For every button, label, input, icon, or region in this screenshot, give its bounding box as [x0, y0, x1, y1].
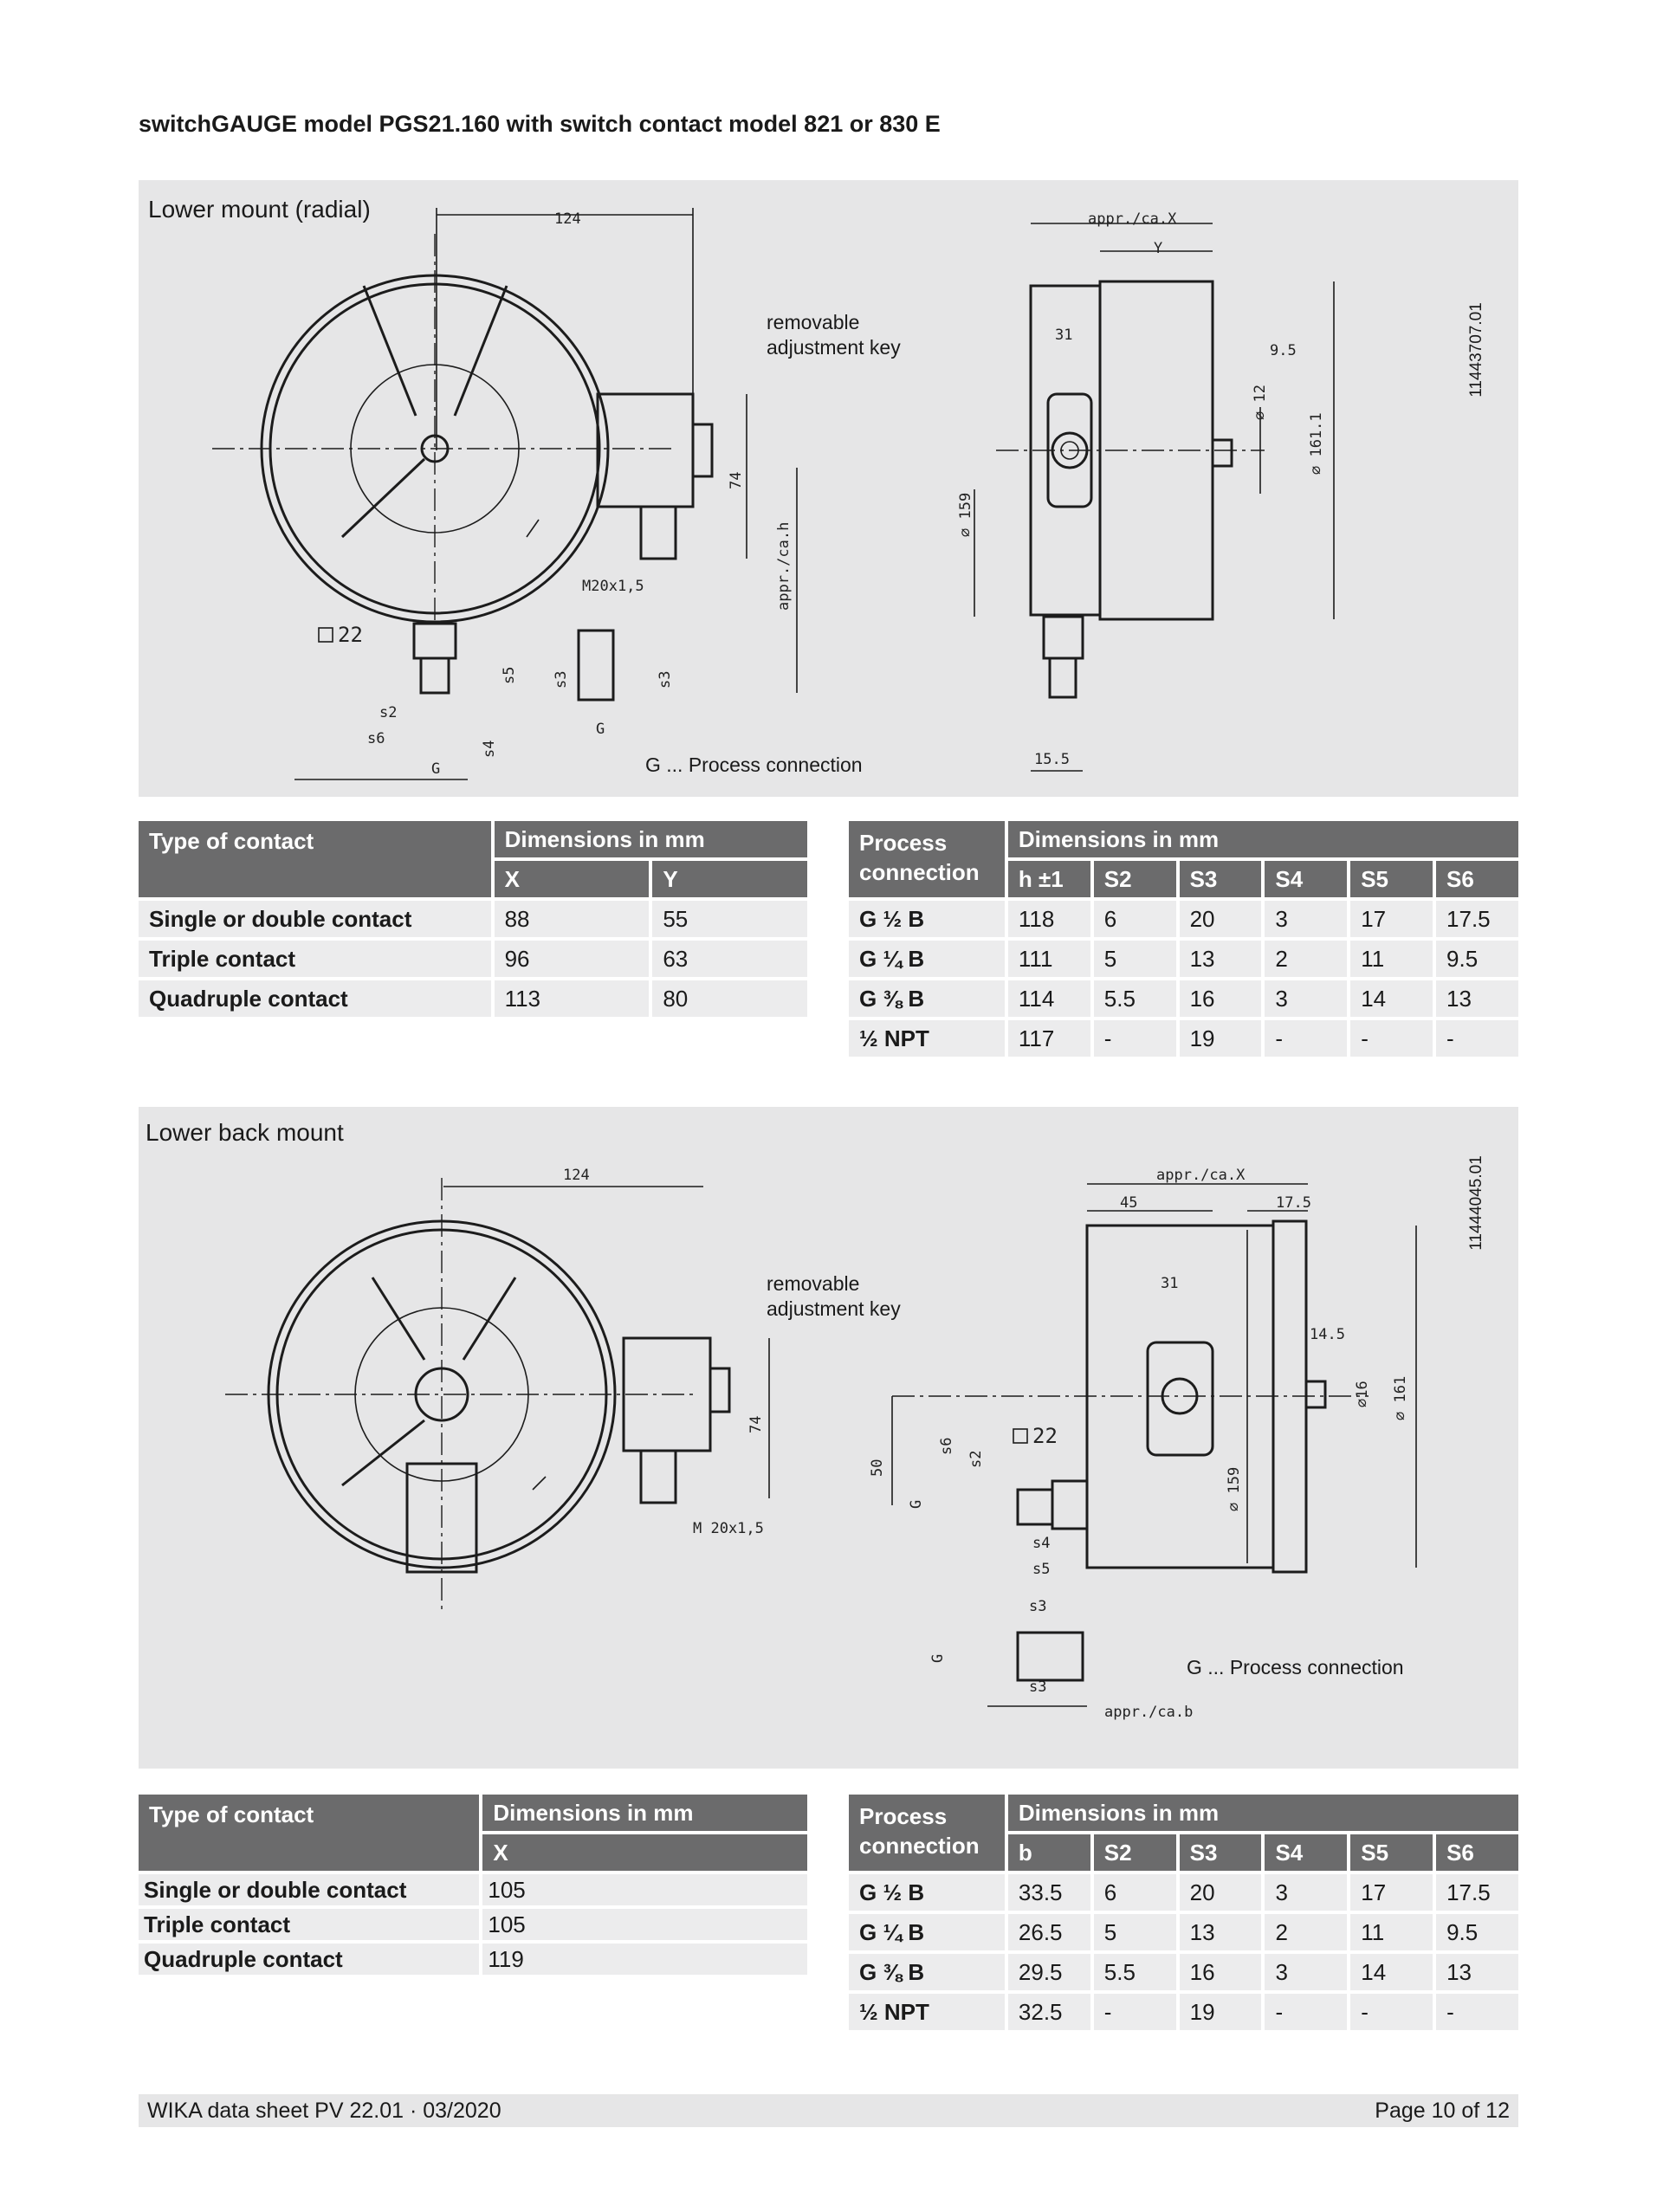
note-adjustment-key-line1: removable	[767, 1272, 860, 1295]
note-adjustment-key	[767, 310, 901, 360]
cell: 16	[1180, 980, 1262, 1017]
dim-s5: s5	[1032, 1561, 1051, 1578]
table-row	[139, 980, 807, 1017]
cell: 20	[1180, 1874, 1262, 1911]
row-name: Single or double contact	[139, 1874, 479, 1905]
cell: 9.5	[1436, 1914, 1518, 1950]
header-process-connection: Process connection	[849, 821, 1005, 897]
table-row	[139, 1874, 807, 1905]
cell: 114	[1008, 980, 1090, 1017]
header-dimensions: Dimensions in mm	[1008, 821, 1518, 857]
cell-y: 55	[652, 901, 807, 937]
cell: 17	[1350, 901, 1433, 937]
dim-s3-2: s3	[1029, 1678, 1047, 1696]
row-name: ½ NPT	[849, 1994, 1005, 2030]
cell: 3	[1265, 980, 1347, 1017]
cell: 13	[1180, 941, 1262, 977]
dim-15-5: 15.5	[1034, 751, 1070, 768]
cell: 5	[1094, 1914, 1176, 1950]
header-dimensions: Dimensions in mm	[482, 1795, 807, 1831]
dim-g: G	[431, 760, 441, 778]
header-dimensions: Dimensions in mm	[495, 821, 807, 857]
table-row	[849, 1914, 1518, 1950]
header-h: h ±1	[1008, 861, 1090, 897]
cell-x: 113	[495, 980, 650, 1017]
table-row	[849, 1020, 1518, 1057]
header-s3: S3	[1180, 1834, 1262, 1871]
header-x: X	[482, 1834, 807, 1871]
cell: 19	[1180, 1994, 1262, 2030]
row-name: G ½ B	[849, 1874, 1005, 1911]
cell: -	[1265, 1020, 1347, 1057]
dim-74: 74	[728, 471, 745, 489]
dim-124: 124	[563, 1167, 590, 1184]
table-row	[849, 1954, 1518, 1990]
cell: 9.5	[1436, 941, 1518, 977]
dim-s3: s3	[553, 670, 570, 689]
cell: 13	[1436, 980, 1518, 1017]
header-s3: S3	[1180, 861, 1262, 897]
dim-d16: ⌀16	[1354, 1381, 1371, 1407]
header-s4: S4	[1265, 861, 1347, 897]
dim-appr-x: appr./ca.X	[1088, 210, 1177, 228]
cell: 20	[1180, 901, 1262, 937]
drawing-panel-radial	[139, 180, 1518, 797]
cell: 118	[1008, 901, 1090, 937]
dim-s5: s5	[501, 666, 518, 684]
cell: 14	[1350, 980, 1433, 1017]
dim-74: 74	[747, 1415, 765, 1433]
cell: 117	[1008, 1020, 1090, 1057]
row-name: G ¼ B	[849, 941, 1005, 977]
table-process-radial	[845, 818, 1522, 1060]
cell: 5.5	[1094, 980, 1176, 1017]
cell: 6	[1094, 901, 1176, 937]
dim-g-2: G	[929, 1653, 947, 1663]
table-row	[139, 1909, 807, 1940]
section2-label: Lower back mount	[146, 1119, 344, 1146]
dim-g-2: G	[596, 721, 605, 738]
row-name: G ¼ B	[849, 1914, 1005, 1950]
row-name: Triple contact	[139, 941, 491, 977]
cell: 3	[1265, 1874, 1347, 1911]
dim-y: Y	[1154, 240, 1163, 257]
row-name: G ½ B	[849, 901, 1005, 937]
table-row	[139, 901, 807, 937]
cell: 5.5	[1094, 1954, 1176, 1990]
table-row	[139, 1944, 807, 1975]
drawing-panel-back	[139, 1107, 1518, 1769]
dim-124: 124	[554, 210, 581, 228]
cell: 6	[1094, 1874, 1176, 1911]
cell: -	[1350, 1020, 1433, 1057]
dim-square-22: 22	[1032, 1424, 1058, 1448]
dim-s3-2: s3	[657, 670, 674, 689]
dim-appr-x: appr./ca.X	[1156, 1167, 1246, 1184]
note-process-connection: G ... Process connection	[645, 754, 863, 776]
dim-m20: M 20x1,5	[693, 1520, 764, 1537]
cell: 13	[1436, 1954, 1518, 1990]
header-type-of-contact: Type of contact	[139, 821, 491, 897]
table-row	[849, 1874, 1518, 1911]
technical-drawing-radial	[139, 180, 1518, 797]
dim-d161: ⌀ 161	[1392, 1375, 1409, 1420]
dim-s2: s2	[967, 1450, 985, 1468]
header-process-connection: Process connection	[849, 1795, 1005, 1871]
note-adjustment-key-line1: removable	[767, 311, 860, 333]
cell: 3	[1265, 1954, 1347, 1990]
table-contact-radial	[135, 818, 811, 1020]
dim-31: 31	[1055, 327, 1073, 344]
table-row	[849, 1994, 1518, 2030]
cell: 14	[1350, 1954, 1433, 1990]
row-name: Single or double contact	[139, 901, 491, 937]
table-row	[849, 980, 1518, 1017]
dim-31: 31	[1161, 1275, 1179, 1292]
row-name: G ⅜ B	[849, 980, 1005, 1017]
cell-x: 105	[482, 1909, 807, 1940]
cell: -	[1265, 1994, 1347, 2030]
cell: -	[1094, 1994, 1176, 2030]
dim-g: G	[908, 1499, 925, 1509]
row-name: Quadruple contact	[139, 980, 491, 1017]
dim-d161-1: ⌀ 161.1	[1308, 412, 1325, 475]
note-adjustment-key-line2: adjustment key	[767, 1297, 901, 1320]
dim-d12: ⌀ 12	[1252, 385, 1269, 420]
dim-45: 45	[1120, 1194, 1138, 1212]
header-type-of-contact: Type of contact	[139, 1795, 479, 1871]
cell: 13	[1180, 1914, 1262, 1950]
cell: 33.5	[1008, 1874, 1090, 1911]
dim-appr-h: appr./ca.h	[775, 521, 793, 611]
table-contact-back	[135, 1791, 811, 1978]
table-row	[849, 901, 1518, 937]
header-b: b	[1008, 1834, 1090, 1871]
footer-doc: WIKA data sheet PV 22.01 · 03/2020	[147, 2099, 501, 2123]
cell: 16	[1180, 1954, 1262, 1990]
dim-d159: ⌀ 159	[957, 492, 974, 537]
footer-page: Page 10 of 12	[1375, 2099, 1510, 2123]
dim-50: 50	[869, 1458, 886, 1477]
header-dimensions: Dimensions in mm	[1008, 1795, 1518, 1831]
dim-17-5: 17.5	[1276, 1194, 1311, 1212]
cell: 2	[1265, 1914, 1347, 1950]
header-s6: S6	[1436, 861, 1518, 897]
dim-14-5: 14.5	[1310, 1326, 1345, 1343]
dim-s6: s6	[367, 730, 385, 747]
dim-d159: ⌀ 159	[1226, 1466, 1243, 1511]
doc-id: 11443707.01	[1466, 302, 1485, 398]
note-adjustment-key	[767, 1271, 901, 1322]
footer	[139, 2094, 1518, 2127]
dim-s3: s3	[1029, 1598, 1047, 1615]
dim-s2: s2	[379, 704, 398, 721]
cell-x: 88	[495, 901, 650, 937]
note-process-connection: G ... Process connection	[1187, 1656, 1404, 1678]
header-y: Y	[652, 861, 807, 897]
table-row	[139, 941, 807, 977]
dim-s4: s4	[481, 740, 498, 758]
cell: 17.5	[1436, 1874, 1518, 1911]
cell: 3	[1265, 901, 1347, 937]
row-name: G ⅜ B	[849, 1954, 1005, 1990]
cell-y: 80	[652, 980, 807, 1017]
doc-id: 11444045.01	[1466, 1155, 1485, 1251]
cell: 2	[1265, 941, 1347, 977]
dim-m20: M20x1,5	[582, 578, 644, 595]
note-adjustment-key-line2: adjustment key	[767, 336, 901, 359]
header-s5: S5	[1350, 861, 1433, 897]
header-x: X	[495, 861, 650, 897]
cell: 29.5	[1008, 1954, 1090, 1990]
cell: 32.5	[1008, 1994, 1090, 2030]
page-title: switchGAUGE model PGS21.160 with switch contact model 821 or 830 E	[139, 111, 941, 137]
dim-square-22: 22	[338, 623, 363, 647]
table-process-back	[845, 1791, 1522, 2034]
cell: -	[1350, 1994, 1433, 2030]
cell: 17	[1350, 1874, 1433, 1911]
section1-label: Lower mount (radial)	[148, 196, 371, 223]
cell: 11	[1350, 1914, 1433, 1950]
cell: -	[1436, 1020, 1518, 1057]
header-s2: S2	[1094, 861, 1176, 897]
cell-x: 96	[495, 941, 650, 977]
dim-9-5: 9.5	[1270, 342, 1297, 359]
row-name: Quadruple contact	[139, 1944, 479, 1975]
dim-s6: s6	[938, 1437, 955, 1455]
cell: -	[1436, 1994, 1518, 2030]
cell-x: 119	[482, 1944, 807, 1975]
row-name: ½ NPT	[849, 1020, 1005, 1057]
cell: -	[1094, 1020, 1176, 1057]
dim-s4: s4	[1032, 1535, 1051, 1552]
cell: 17.5	[1436, 901, 1518, 937]
cell: 111	[1008, 941, 1090, 977]
cell-x: 105	[482, 1874, 807, 1905]
row-name: Triple contact	[139, 1909, 479, 1940]
cell: 26.5	[1008, 1914, 1090, 1950]
dim-appr-b: appr./ca.b	[1104, 1704, 1194, 1721]
cell-y: 63	[652, 941, 807, 977]
header-s4: S4	[1265, 1834, 1347, 1871]
header-s6: S6	[1436, 1834, 1518, 1871]
cell: 11	[1350, 941, 1433, 977]
header-s5: S5	[1350, 1834, 1433, 1871]
cell: 19	[1180, 1020, 1262, 1057]
header-s2: S2	[1094, 1834, 1176, 1871]
table-row	[849, 941, 1518, 977]
cell: 5	[1094, 941, 1176, 977]
